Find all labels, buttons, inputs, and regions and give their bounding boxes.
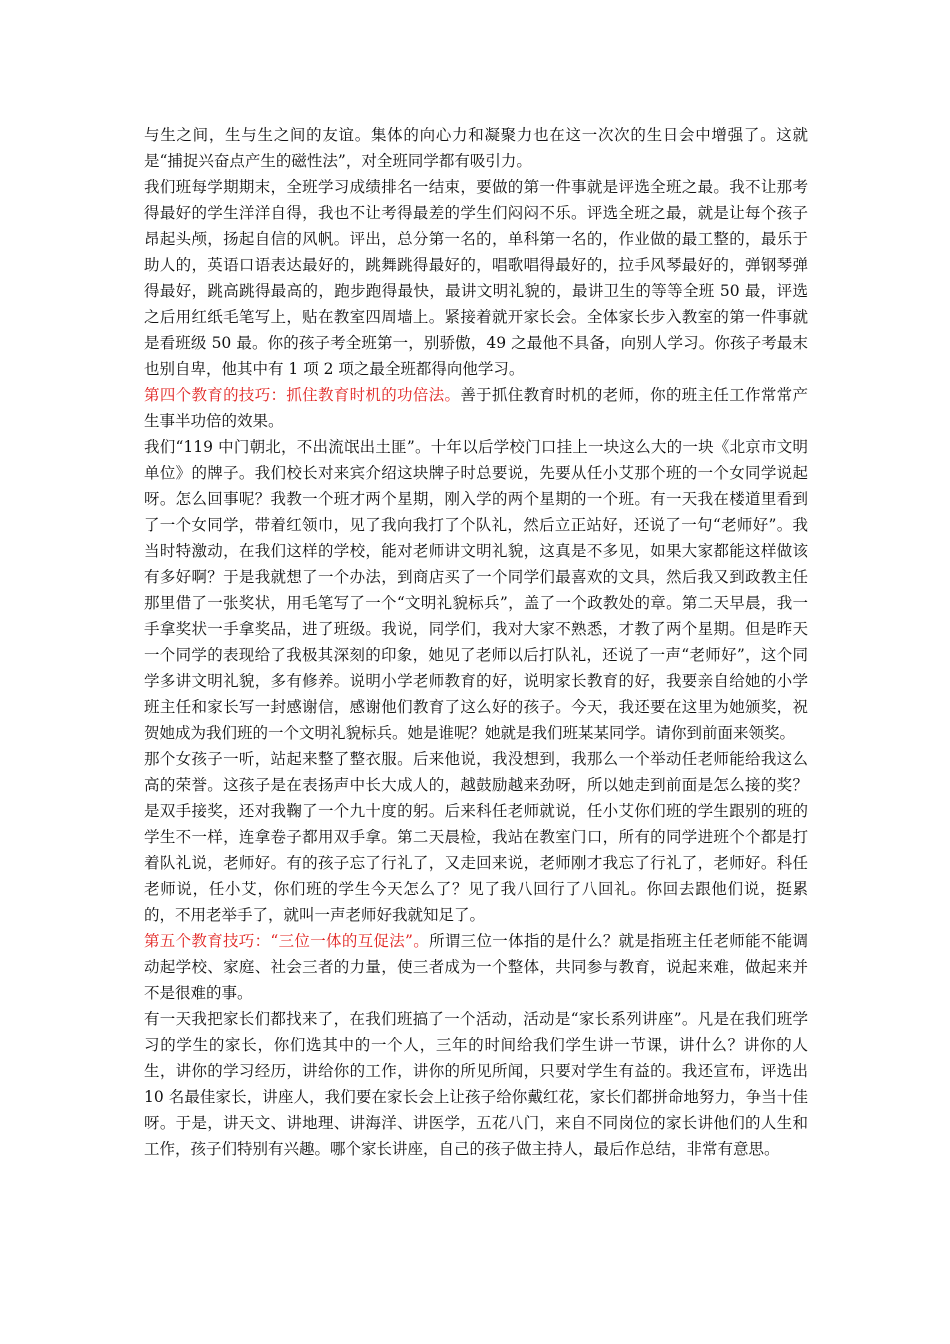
paragraph-1-text: 与生之间，生与生之间的友谊。集体的向心力和凝聚力也在这一次次的生日会中增强了。这就是“捕捉兴奋点产生的磁性法”，对全班同学都有吸引力。 [144,126,808,170]
section-heading-4: 第四个教育的技巧：抓住教育时机的功倍法。 [144,386,461,404]
paragraph-3 [144,382,808,434]
paragraph-4 [144,434,808,746]
paragraph-5 [144,746,808,928]
paragraph-7 [144,1006,808,1162]
paragraph-7-text: 有一天我把家长们都找来了，在我们班搞了一个活动，活动是“家长系列讲座”。凡是在我们班学习的学生的家长，你们选其中的一个人，三年的时间给我们学生讲一节课，讲什么？讲你的人生，讲你的学习经历，讲给你的工作，讲你的所见所闻，只要对学生有益的。我还宣布，评选出 10 名最佳家长，讲座人，我们要在家长会上让孩子给你戴红花，家长们都拼命地努力，争当十佳呀。于是，讲天文、讲地理、讲海洋、讲医学，五花八门，来自不同岗位的家长讲他们的人生和工作，孩子们特别有兴趣。哪个家长讲座，自己的孩子做主持人，最后作总结，非常有意思。 [144,1010,808,1158]
paragraph-3-text: 善于抓住教育时机的老师，你的班主任工作常常产生事半功倍的效果。 [144,386,808,430]
paragraph-2 [144,174,808,382]
paragraph-1 [144,122,808,174]
document-page [144,122,808,1162]
paragraph-6 [144,928,808,1006]
section-heading-5: 第五个教育技巧：“三位一体的互促法”。 [144,932,430,950]
paragraph-4-text: 我们“119 中门朝北，不出流氓出土匪”。十年以后学校门口挂上一块这么大的一块《北京市文明单位》的牌子。我们校长对来宾介绍这块牌子时总要说，先要从任小艾那个班的一个女同学说起呀。怎么回事呢？我教一个班才两个星期，刚入学的两个星期的一个班。有一天我在楼道里看到了一个女同学，带着红领巾，见了我向我打了个队礼，然后立正站好，还说了一句“老师好”。我当时特激动，在我们这样的学校，能对老师讲文明礼貌，这真是不多见，如果大家都能这样做该有多好啊？于是我就想了一个办法，到商店买了一个同学们最喜欢的文具，然后我又到政教主任那里借了一张奖状，用毛笔写了一个“文明礼貌标兵”，盖了一个政教处的章。第二天早晨，我一手拿奖状一手拿奖品，进了班级。我说，同学们，我对大家不熟悉，才教了两个星期。但是昨天一个同学的表现给了我极其深刻的印象，她见了老师以后打队礼，还说了一声“老师好”，这个同学多讲文明礼貌，多有修养。说明小学老师教育的好，说明家长教育的好，我要亲自给她的小学班主任和家长写一封感谢信，感谢他们教育了这么好的孩子。今天，我还要在这里为她颁奖，祝贺她成为我们班的一个文明礼貌标兵。她是谁呢？她就是我们班某某同学。请你到前面来领奖。 [144,438,808,742]
paragraph-2-text: 我们班每学期期末，全班学习成绩排名一结束，要做的第一件事就是评选全班之最。我不让那考得最好的学生洋洋自得，我也不让考得最差的学生们闷闷不乐。评选全班之最，就是让每个孩子昂起头颅，扬起自信的风帆。评出，总分第一名的，单科第一名的，作业做的最工整的，最乐于助人的，英语口语表达最好的，跳舞跳得最好的，唱歌唱得最好的，拉手风琴最好的，弹钢琴弹得最好，跳高跳得最高的，跑步跑得最快，最讲文明礼貌的，最讲卫生的等等全班 50 最，评选之后用红纸毛笔写上，贴在教室四周墙上。紧接着就开家长会。全体家长步入教室的第一件事就是看班级 50 最。你的孩子考全班第一，别骄傲，49 之最他不具备，向别人学习。你孩子考最末也别自卑，他其中有 1 项 2 项之最全班都得向他学习。 [144,178,808,378]
paragraph-6-text: 所谓三位一体指的是什么？就是指班主任老师能不能调动起学校、家庭、社会三者的力量，使三者成为一个整体，共同参与教育，说起来难，做起来并不是很难的事。 [144,932,808,1002]
paragraph-5-text: 那个女孩子一听，站起来整了整衣服。后来他说，我没想到，我那么一个举动任老师能给我这么高的荣誉。这孩子是在表扬声中长大成人的，越鼓励越来劲呀，所以她走到前面是怎么接的奖？是双手接奖，还对我鞠了一个九十度的躬。后来科任老师就说，任小艾你们班的学生跟别的班的学生不一样，连拿卷子都用双手拿。第二天晨检，我站在教室门口，所有的同学进班个个都是打着队礼说，老师好。有的孩子忘了行礼了，又走回来说，老师刚才我忘了行礼了，老师好。科任老师说，任小艾，你们班的学生今天怎么了？见了我八回行了八回礼。你回去跟他们说，挺累的，不用老举手了，就叫一声老师好我就知足了。 [144,750,808,924]
